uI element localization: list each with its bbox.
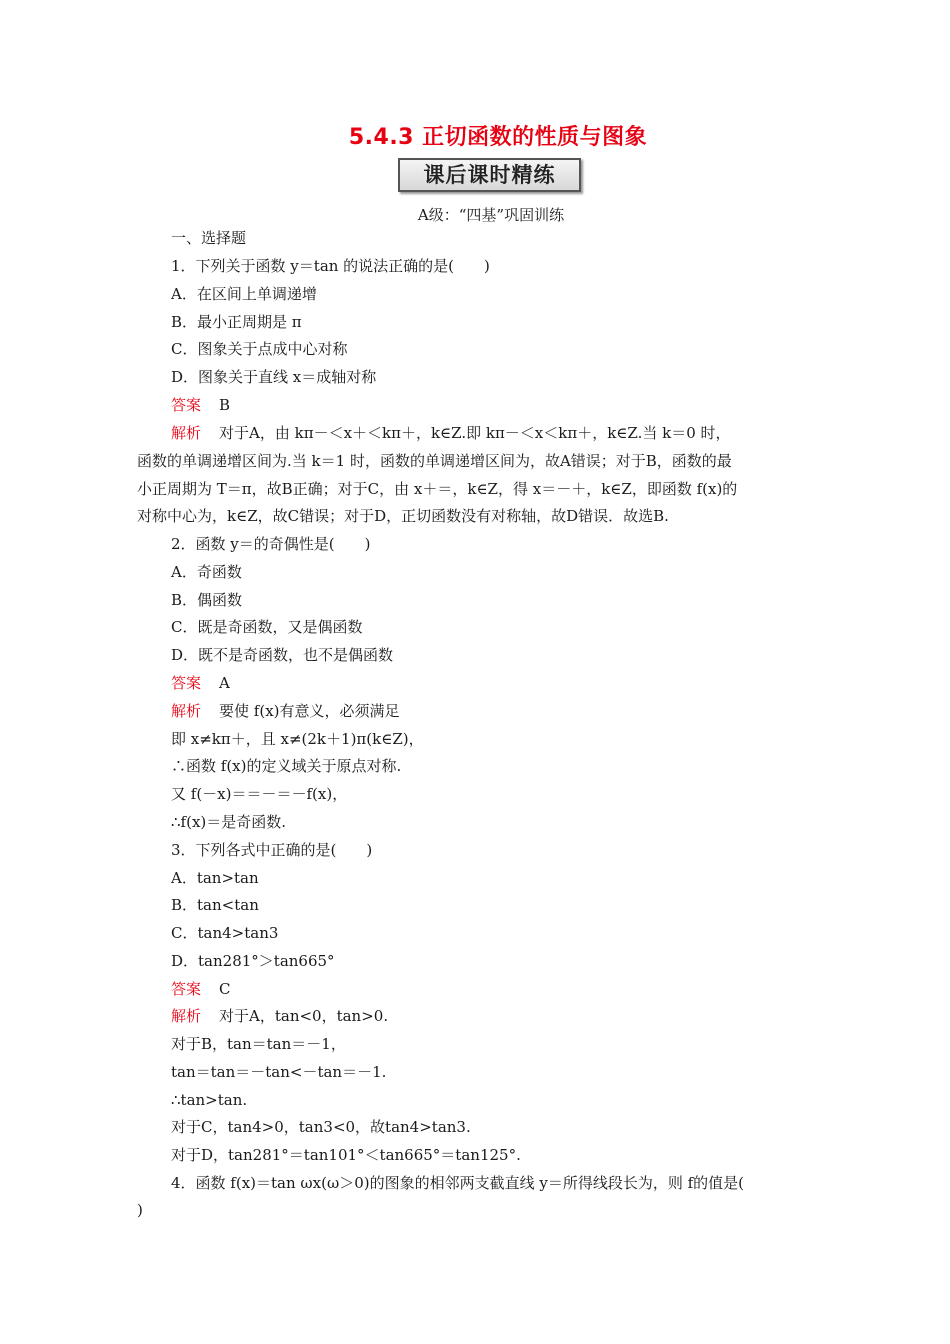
analysis-label: 解析 [171, 702, 202, 720]
analysis-text: 对于A，由 kπ－＜x＋＜kπ＋，k∈Z.即 kπ－＜x＜kπ＋，k∈Z.当 k＝0 时， [219, 424, 731, 442]
question-1-analysis-line-1 [171, 423, 731, 443]
question-1-option-b: B．最小正周期是 π [171, 313, 302, 331]
question-2-answer [171, 673, 230, 693]
question-2-analysis-line-3: ∴函数 f(x)的定义域关于原点对称. [171, 757, 402, 775]
analysis-text: 要使 f(x)有意义，必须满足 [219, 702, 400, 720]
question-3-analysis-line-1 [171, 1006, 388, 1026]
question-1-analysis-line-3: 小正周期为 T＝π，故B正确；对于C，由 x＋＝，k∈Z，得 x＝－＋，k∈Z，即函数 f(x)的 [137, 480, 738, 498]
question-4-stem: 4．函数 f(x)＝tan ωx(ω＞0)的图象的相邻两支截直线 y＝所得线段长为，则 f的值是( [171, 1174, 745, 1192]
answer-value: A [219, 674, 230, 692]
question-3-analysis-line-6: 对于D，tan281°＝tan101°＜tan665°＝tan125°. [171, 1146, 521, 1164]
analysis-label: 解析 [171, 1007, 202, 1025]
question-2-option-a: A．奇函数 [171, 563, 242, 581]
answer-label: 答案 [171, 396, 202, 414]
question-3-answer [171, 979, 231, 999]
question-2-option-b: B．偶函数 [171, 591, 243, 609]
question-1-analysis-line-4: 对称中心为，k∈Z，故C错误；对于D，正切函数没有对称轴，故D错误．故选B. [137, 507, 669, 525]
question-1-answer [171, 395, 230, 415]
question-2-option-c: C．既是奇函数，又是偶函数 [171, 618, 363, 636]
question-3-analysis-line-4: ∴tan>tan. [171, 1091, 248, 1109]
question-4-stem-continued: ) [137, 1201, 143, 1219]
question-3-stem: 3．下列各式中正确的是( ) [171, 841, 373, 859]
question-2-analysis-line-2: 即 x≠kπ＋，且 x≠(2k＋1)π(k∈Z)， [171, 730, 424, 748]
question-3-analysis-line-2: 对于B，tan＝tan＝－1， [171, 1035, 346, 1053]
section-banner: 课后课时精练 [398, 158, 581, 192]
answer-value: B [219, 396, 231, 414]
question-2-stem: 2．函数 y＝的奇偶性是( ) [171, 535, 371, 553]
question-3-option-b: B．tan<tan [171, 896, 259, 914]
question-1-stem: 1．下列关于函数 y＝tan 的说法正确的是( ) [171, 257, 490, 275]
question-3-option-c: C．tan4>tan3 [171, 924, 279, 942]
answer-label: 答案 [171, 674, 202, 692]
question-1-analysis-line-2: 函数的单调递增区间为.当 k＝1 时，函数的单调递增区间为，故A错误；对于B，函数的最 [137, 452, 732, 470]
question-1-option-c: C．图象关于点成中心对称 [171, 340, 348, 358]
question-3-analysis-line-3: tan＝tan＝－tan<－tan＝－1. [171, 1063, 387, 1081]
question-3-option-a: A．tan>tan [171, 869, 259, 887]
analysis-text: 对于A，tan<0，tan>0. [219, 1007, 389, 1025]
question-3-analysis-line-5: 对于C，tan4>0，tan3<0，故tan4>tan3. [171, 1118, 471, 1136]
answer-label: 答案 [171, 980, 202, 998]
level-heading: A级：“四基”巩固训练 [417, 206, 565, 224]
question-2-analysis-line-4: 又 f(－x)＝＝－＝－f(x)， [171, 785, 348, 803]
question-2-analysis-line-5: ∴f(x)＝是奇函数. [171, 813, 287, 831]
question-2-option-d: D．既不是奇函数，也不是偶函数 [171, 646, 394, 664]
section-heading: 一、选择题 [171, 229, 247, 247]
question-3-option-d: D．tan281°＞tan665° [171, 952, 335, 970]
question-2-analysis-line-1 [171, 701, 400, 721]
page-title: 5.4.3 正切函数的性质与图象 [348, 125, 648, 150]
question-1-option-d: D．图象关于直线 x＝成轴对称 [171, 368, 377, 386]
question-1-option-a: A．在区间上单调递增 [171, 285, 317, 303]
analysis-label: 解析 [171, 424, 202, 442]
answer-value: C [219, 980, 231, 998]
